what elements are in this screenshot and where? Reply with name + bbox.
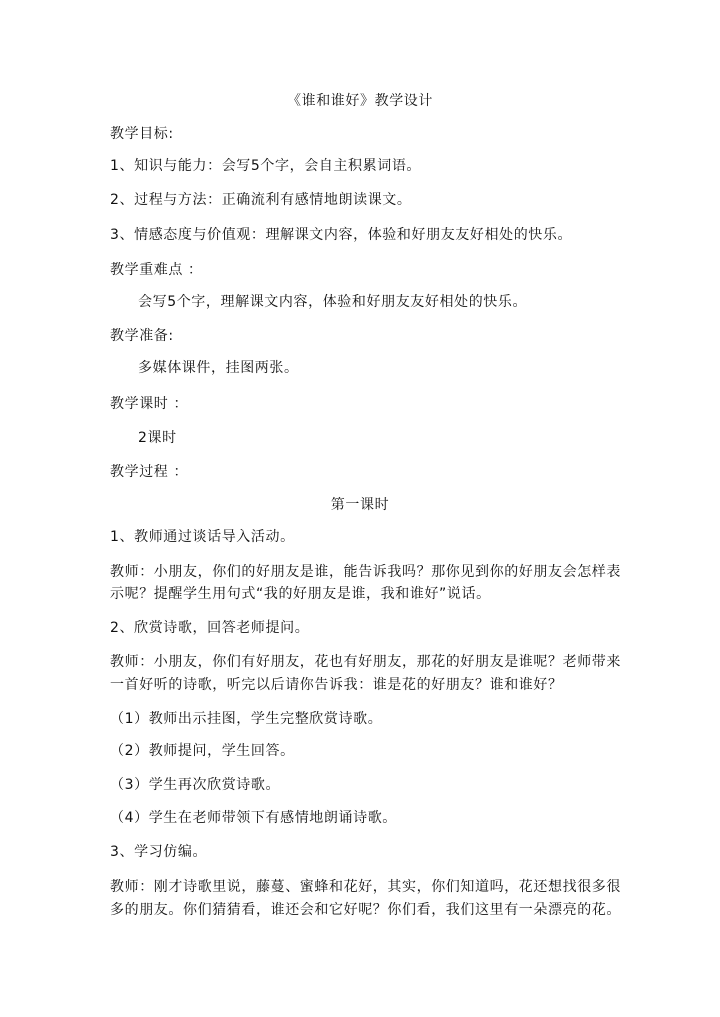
substep-item: （3）学生再次欣赏诗歌。 bbox=[110, 777, 281, 793]
key-points-heading: 教学重难点 ： bbox=[110, 262, 203, 278]
step-heading: 2、欣赏诗歌，回答老师提问。 bbox=[110, 620, 310, 636]
step-text-line: 示呢？提醒学生用句式“我的好朋友是谁，我和谁好”说话。 bbox=[110, 586, 491, 602]
hours-heading: 教学课时 ： bbox=[110, 396, 189, 412]
lesson-title: 第一课时 bbox=[330, 497, 390, 513]
objective-item: 2、过程与方法：正确流利有感情地朗读课文。 bbox=[110, 192, 412, 208]
preparation-text: 多媒体课件，挂图两张。 bbox=[138, 360, 299, 376]
document-title: 《谁和谁好》教学设计 bbox=[287, 93, 433, 109]
objectives-heading: 教学目标: bbox=[110, 126, 174, 142]
objective-item: 1、知识与能力：会写5个字，会自主积累词语。 bbox=[110, 158, 422, 174]
step-heading: 1、教师通过谈话导入活动。 bbox=[110, 529, 295, 545]
step-heading: 3、学习仿编。 bbox=[110, 844, 208, 860]
objective-item: 3、情感态度与价值观：理解课文内容，体验和好朋友友好相处的快乐。 bbox=[110, 227, 573, 243]
key-points-text: 会写5个字，理解课文内容，体验和好朋友友好相处的快乐。 bbox=[138, 294, 528, 310]
substep-item: （1）教师出示挂图，学生完整欣赏诗歌。 bbox=[110, 711, 383, 727]
step-text-line: 教师：小朋友，你们的好朋友是谁，能告诉我吗？那你见到你的好朋友会怎样表 bbox=[110, 564, 621, 580]
hours-text: 2课时 bbox=[138, 430, 177, 446]
process-heading: 教学过程 ： bbox=[110, 464, 189, 480]
step-text-line: 教师：刚才诗歌里说，藤蔓、蜜蜂和花好，其实，你们知道吗，花还想找很多很 bbox=[110, 879, 621, 895]
preparation-heading: 教学准备: bbox=[110, 328, 174, 344]
step-text-line: 一首好听的诗歌，听完以后请你告诉我：谁是花的好朋友？谁和谁好？ bbox=[110, 677, 563, 693]
substep-item: （4）学生在老师带领下有感情地朗诵诗歌。 bbox=[110, 810, 397, 826]
substep-item: （2）教师提问，学生回答。 bbox=[110, 743, 295, 759]
step-text-line: 教师：小朋友，你们有好朋友，花也有好朋友，那花的好朋友是谁呢？老师带来 bbox=[110, 654, 621, 670]
step-text-line: 多的朋友。你们猜猜看，谁还会和它好呢？你们看，我们这里有一朵漂亮的花。 bbox=[110, 902, 621, 918]
